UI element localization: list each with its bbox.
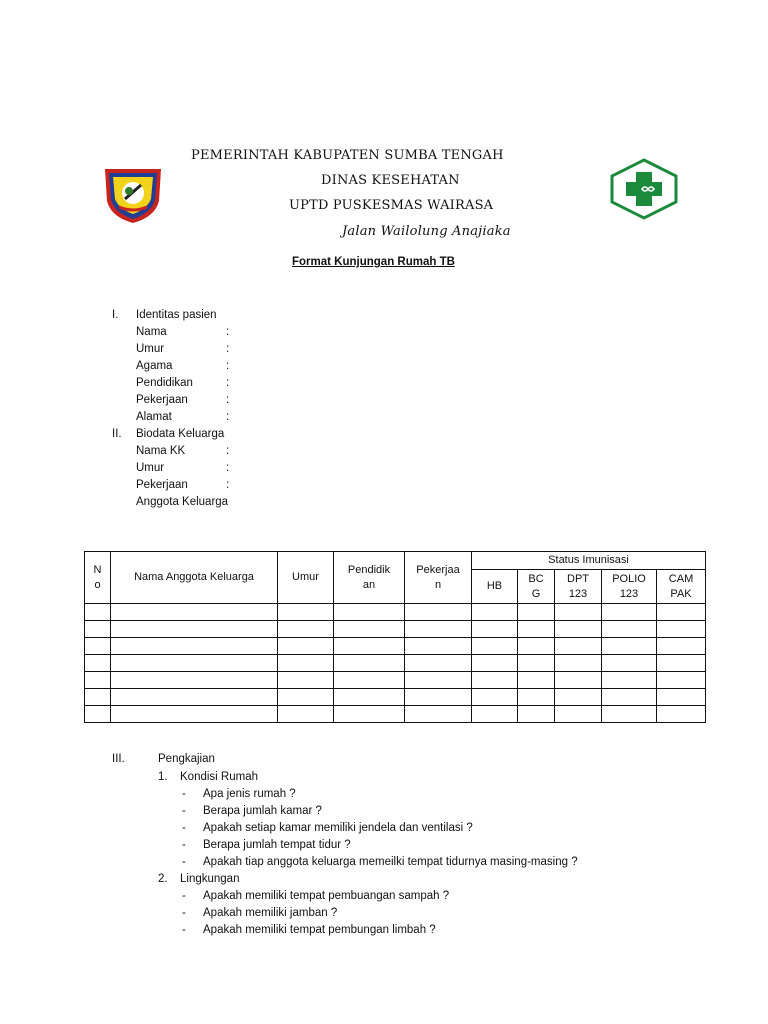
field-label: Alamat [136, 411, 172, 423]
field-label: Nama [136, 326, 167, 338]
section-1-heading: Identitas pasien [136, 309, 217, 321]
header-nama: Nama Anggota Keluarga [111, 552, 278, 604]
header-line-1: PEMERINTAH KABUPATEN SUMBA TENGAH [191, 148, 504, 163]
health-cross-icon [609, 158, 679, 220]
table-row [85, 604, 706, 621]
dash: - [182, 839, 186, 851]
field-label: Umur [136, 462, 165, 474]
table-row [85, 706, 706, 723]
header-pendidikan: Pendidik an [334, 552, 405, 604]
field-colon: : [226, 479, 230, 491]
sub-2-number: 2. [158, 873, 168, 885]
field-label: Pekerjaan [136, 479, 188, 491]
sub-1-number: 1. [158, 771, 168, 783]
field-colon: : [226, 360, 230, 372]
header-no: N o [85, 552, 111, 604]
header-polio: POLIO 123 [602, 570, 657, 604]
header-pekerjaan: Pekerjaa n [405, 552, 472, 604]
field-colon: : [226, 394, 230, 406]
dash: - [182, 924, 186, 936]
header-campak: CAM PAK [657, 570, 706, 604]
sub-2-heading: Lingkungan [180, 873, 240, 885]
field-colon: : [226, 462, 230, 474]
header-line-2: DINAS KESEHATAN [321, 173, 460, 188]
field-label: Umur [136, 343, 165, 355]
field-label: Pekerjaan [136, 394, 188, 406]
list-item: Apakah memiliki tempat pembungan limbah ? [203, 924, 436, 936]
header-status-imunisasi: Status Imunisasi [472, 552, 706, 570]
field-label: Pendidikan [136, 377, 193, 389]
header-line-3: UPTD PUSKESMAS WAIRASA [289, 198, 494, 213]
page-title: Format Kunjungan Rumah TB [292, 256, 455, 268]
field-colon: : [226, 343, 230, 355]
field-colon: : [226, 445, 230, 457]
dash: - [182, 890, 186, 902]
family-members-table [84, 551, 706, 723]
list-item: Apakah setiap kamar memiliki jendela dan ventilasi ? [203, 822, 473, 834]
field-colon: : [226, 326, 230, 338]
list-item: Apakah memiliki tempat pembuangan sampah ? [203, 890, 450, 902]
header-dpt: DPT 123 [555, 570, 602, 604]
table-row [85, 672, 706, 689]
dash: - [182, 822, 186, 834]
table-row [85, 621, 706, 638]
field-colon: : [226, 377, 230, 389]
section-3-number: III. [112, 753, 125, 765]
list-item: Berapa jumlah kamar ? [203, 805, 322, 817]
regency-emblem-icon [99, 163, 167, 225]
field-colon: : [226, 411, 230, 423]
dash: - [182, 805, 186, 817]
field-label: Nama KK [136, 445, 186, 457]
header-hb: HB [472, 570, 518, 604]
header-bcg: BC G [518, 570, 555, 604]
section-1-number: I. [112, 309, 119, 321]
sub-1-heading: Kondisi Rumah [180, 771, 258, 783]
field-label: Agama [136, 360, 173, 372]
header-line-4: Jalan Wailolung Anajiaka [342, 224, 511, 239]
list-item: Apa jenis rumah ? [203, 788, 296, 800]
dash: - [182, 788, 186, 800]
table-row [85, 689, 706, 706]
dash: - [182, 856, 186, 868]
field-label: Anggota Keluarga [136, 496, 229, 508]
dash: - [182, 907, 186, 919]
section-3-heading: Pengkajian [158, 753, 215, 765]
list-item: Apakah tiap anggota keluarga memeilki tempat tidurnya masing-masing ? [203, 856, 578, 868]
list-item: Berapa jumlah tempat tidur ? [203, 839, 351, 851]
table-row [85, 638, 706, 655]
header-umur: Umur [278, 552, 334, 604]
section-2-heading: Biodata Keluarga [136, 428, 225, 440]
table-row [85, 655, 706, 672]
section-2-number: II. [112, 428, 122, 440]
list-item: Apakah memiliki jamban ? [203, 907, 338, 919]
